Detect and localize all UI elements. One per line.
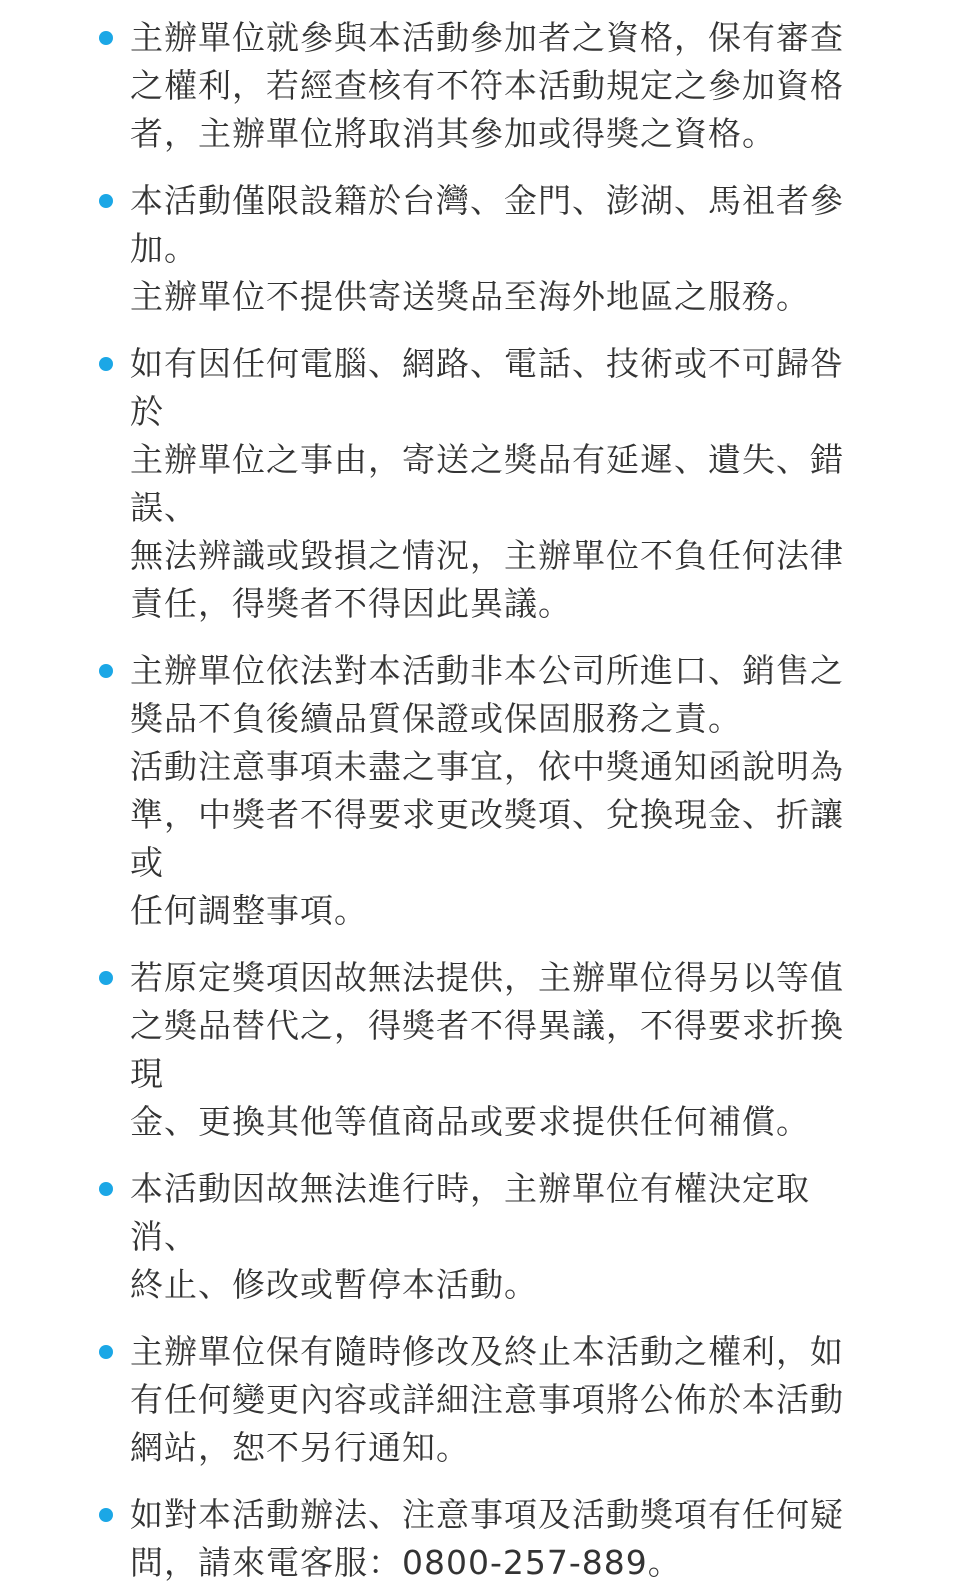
list-item bbox=[130, 954, 860, 1146]
item-text-line: 終止、修改或暫停本活動。 bbox=[130, 1265, 538, 1304]
list-item bbox=[130, 177, 860, 321]
item-text-line: 獎品不負後續品質保證或保固服務之責。 bbox=[130, 699, 742, 738]
bullet-dot-icon bbox=[99, 664, 113, 678]
item-text-line: 之權利，若經查核有不符本活動規定之參加資格 bbox=[130, 66, 844, 105]
item-text-line: 主辦單位不提供寄送獎品至海外地區之服務。 bbox=[130, 277, 810, 316]
item-text-line: 者，主辦單位將取消其參加或得獎之資格。 bbox=[130, 114, 776, 153]
item-text-line: 主辦單位依法對本活動非本公司所進口、銷售之 bbox=[130, 651, 844, 690]
item-text-line: 本活動僅限設籍於台灣、金門、澎湖、馬祖者參加。 bbox=[130, 181, 844, 268]
item-text-line: 如有因任何電腦、網路、電話、技術或不可歸咎於 bbox=[130, 344, 844, 431]
list-item bbox=[130, 1328, 860, 1472]
item-text-line: 本活動因故無法進行時，主辦單位有權決定取消、 bbox=[130, 1169, 810, 1256]
item-text-line: 問，請來電客服：0800-257-889。 bbox=[130, 1543, 682, 1582]
bullet-dot-icon bbox=[99, 357, 113, 371]
item-text-line: 若原定獎項因故無法提供，主辦單位得另以等值 bbox=[130, 958, 844, 997]
list-item bbox=[130, 14, 860, 158]
bullet-dot-icon bbox=[99, 1345, 113, 1359]
list-item bbox=[130, 647, 860, 935]
list-item bbox=[130, 1165, 860, 1309]
item-text-line: 主辦單位就參與本活動參加者之資格，保有審查 bbox=[130, 18, 844, 57]
list-item bbox=[130, 340, 860, 628]
item-text-line: 有任何變更內容或詳細注意事項將公佈於本活動 bbox=[130, 1380, 844, 1419]
item-text-line: 準，中獎者不得要求更改獎項、兌換現金、折讓或 bbox=[130, 795, 844, 882]
item-text-line: 活動注意事項未盡之事宜，依中獎通知函說明為 bbox=[130, 747, 844, 786]
bullet-dot-icon bbox=[99, 1508, 113, 1522]
item-text-line: 任何調整事項。 bbox=[130, 891, 368, 930]
item-text-line: 之獎品替代之，得獎者不得異議，不得要求折換現 bbox=[130, 1006, 844, 1093]
item-text-line: 金、更換其他等值商品或要求提供任何補償。 bbox=[130, 1102, 810, 1141]
bullet-dot-icon bbox=[99, 194, 113, 208]
item-text-line: 如對本活動辦法、注意事項及活動獎項有任何疑 bbox=[130, 1495, 844, 1534]
item-text-line: 責任，得獎者不得因此異議。 bbox=[130, 584, 572, 623]
bullet-dot-icon bbox=[99, 31, 113, 45]
item-text-line: 無法辨識或毀損之情況，主辦單位不負任何法律 bbox=[130, 536, 844, 575]
item-text-line: 主辦單位保有隨時修改及終止本活動之權利，如 bbox=[130, 1332, 844, 1371]
bullet-dot-icon bbox=[99, 1182, 113, 1196]
list-item bbox=[130, 1491, 860, 1587]
item-text-line: 主辦單位之事由，寄送之獎品有延遲、遺失、錯誤、 bbox=[130, 440, 844, 527]
bullet-dot-icon bbox=[99, 971, 113, 985]
item-text-line: 網站，恕不另行通知。 bbox=[130, 1428, 470, 1467]
